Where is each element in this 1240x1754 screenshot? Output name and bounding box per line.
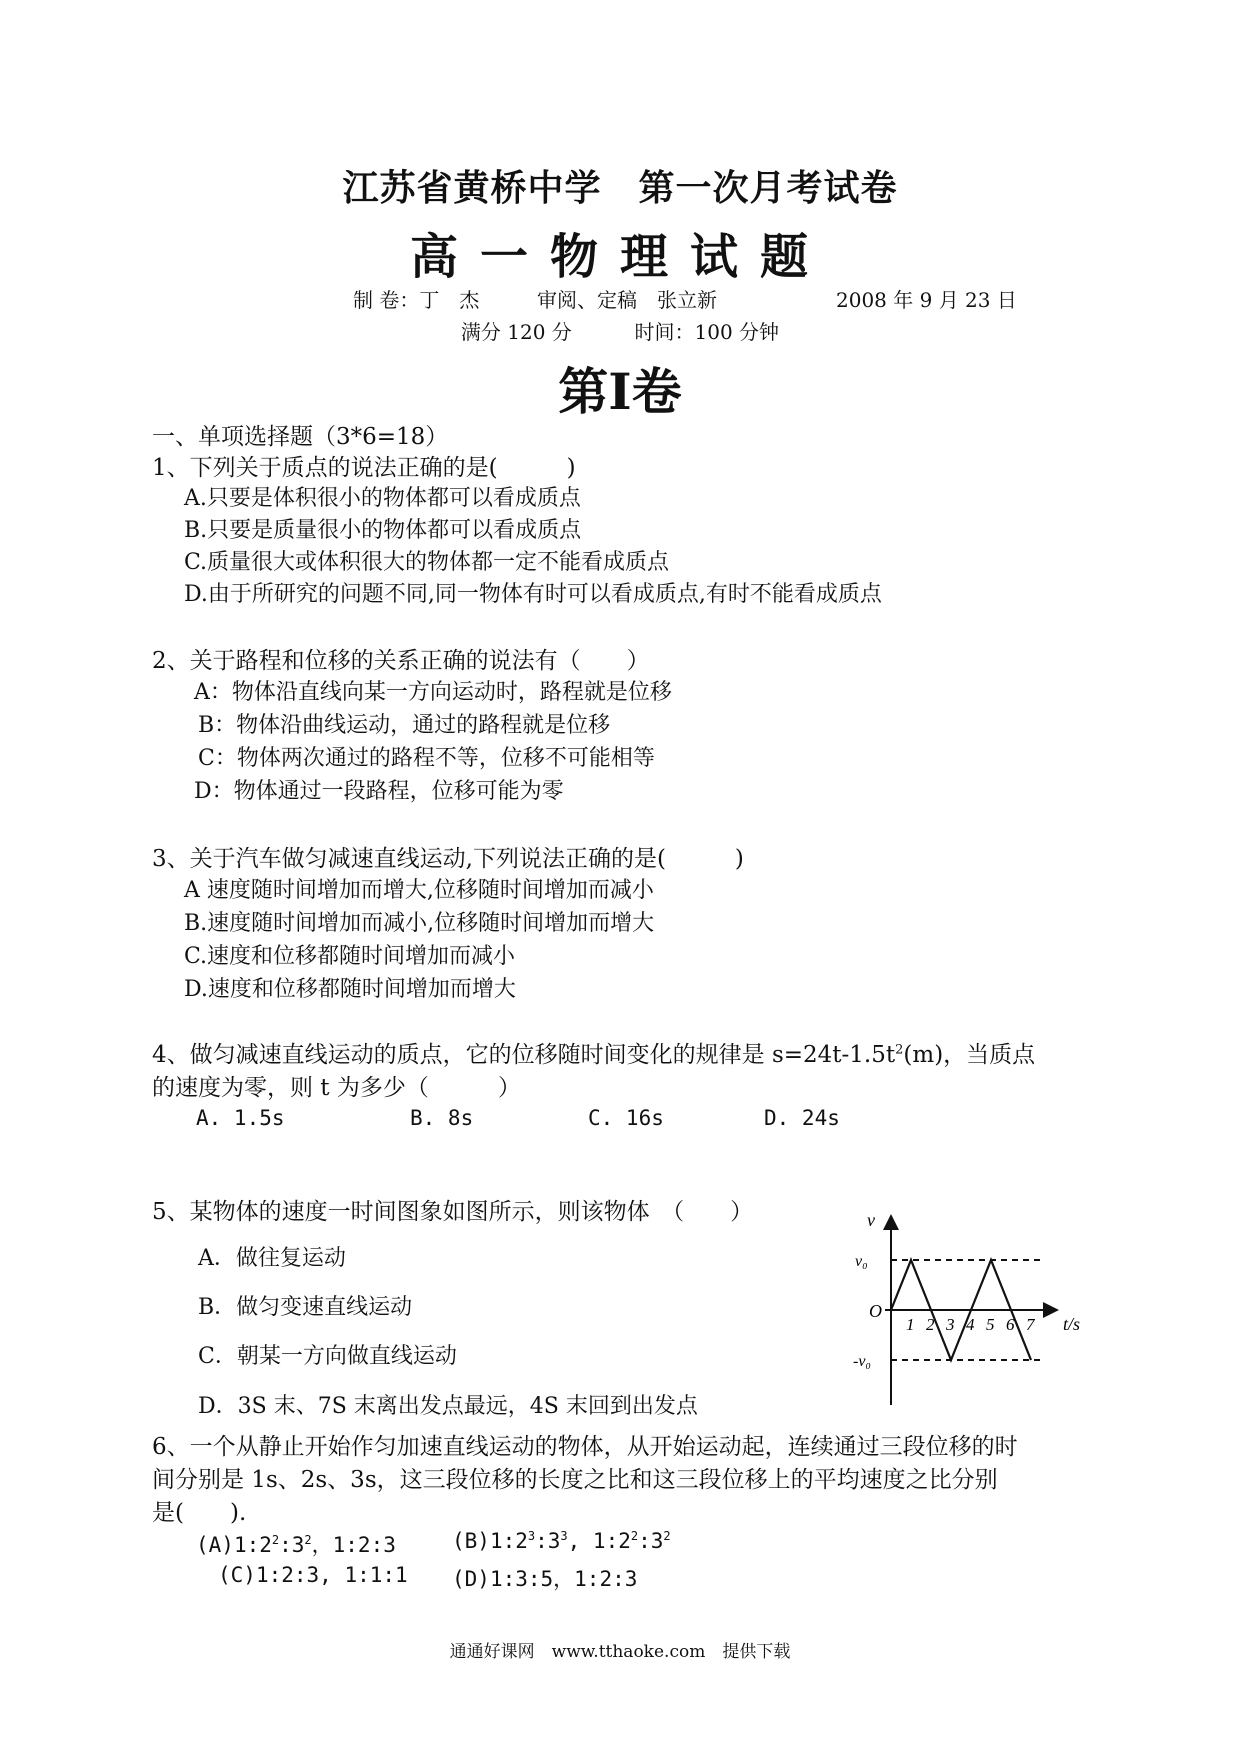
- question-3-stem: 3、关于汽车做匀减速直线运动,下列说法正确的是( ): [152, 846, 744, 872]
- option-a-part: 1:2: [233, 1533, 272, 1557]
- question-2-option-a: A：物体沿直线向某一方向运动时，路程就是位移: [194, 680, 672, 705]
- option-c-label: (C): [218, 1563, 256, 1587]
- question-1-option-c: C.质量很大或体积很大的物体都一定不能看成质点: [184, 550, 670, 575]
- question-4-option-d: D. 24s: [764, 1106, 840, 1130]
- question-5-option-c: C．朝某一方向做直线运动: [198, 1344, 457, 1369]
- question-1-stem: 1、下列关于质点的说法正确的是( ): [152, 455, 576, 481]
- option-b-sup: 3: [527, 1529, 536, 1543]
- question-5-stem: 5、某物体的速度一时间图象如图所示，则该物体 （ ）: [152, 1199, 754, 1225]
- question-3-option-a: A 速度随时间增加而增大,位移随时间增加而减小: [184, 878, 654, 903]
- question-1-option-b: B.只要是质量很小的物体都可以看成质点: [184, 518, 582, 543]
- question-3-option-b: B.速度随时间增加而减小,位移随时间增加而增大: [184, 911, 655, 936]
- score-time-line: [0, 316, 1240, 345]
- y-axis-label: v: [867, 1210, 875, 1230]
- option-c-text: 1:2:3, 1:1:1: [255, 1563, 408, 1587]
- question-1-option-a: A.只要是体积很小的物体都可以看成质点: [184, 486, 581, 511]
- x-tick-label: 2: [926, 1315, 935, 1334]
- footer-text: 通通好课网 www.tthaoke.com 提供下载: [449, 1642, 791, 1662]
- question-4-stem-line2: 的速度为零，则 t 为多少（ ）: [152, 1075, 521, 1101]
- question-5-option-a: A．做往复运动: [198, 1246, 346, 1271]
- question-6-option-c: [218, 1563, 408, 1587]
- option-b-sup: 2: [663, 1529, 671, 1543]
- x-tick-label: 6: [1006, 1315, 1015, 1334]
- part-title: 第Ⅰ卷: [558, 362, 682, 421]
- option-b-part: :3: [535, 1529, 561, 1553]
- origin-label: O: [869, 1301, 882, 1321]
- neg-v0-label: -v₀: [853, 1353, 871, 1370]
- question-2-option-d: D：物体通过一段路程，位移可能为零: [194, 779, 564, 804]
- option-b-part: , 1:2: [567, 1529, 631, 1553]
- question-2-stem: 2、关于路程和位移的关系正确的说法有（ ）: [152, 648, 650, 674]
- question-4-option-b: B. 8s: [410, 1106, 474, 1130]
- question-6-stem-line1: 6、一个从静止开始作匀加速直线运动的物体，从开始运动起，连续通过三段位移的时: [152, 1434, 1018, 1460]
- option-b-label: (B): [452, 1529, 490, 1553]
- v0-label: v₀: [855, 1253, 868, 1270]
- question-3-option-d: D.速度和位移都随时间增加而增大: [184, 977, 516, 1002]
- velocity-time-graph: [855, 1210, 1105, 1415]
- question-4-option-c: C. 16s: [588, 1106, 664, 1130]
- question-6-stem-line3: 是( ).: [152, 1500, 247, 1526]
- x-tick-label: 4: [966, 1315, 975, 1334]
- question-4-exponent: 2: [895, 1042, 904, 1058]
- full-score: 满分 120 分: [460, 320, 572, 344]
- question-4-stem-post: (m)，当质点: [903, 1042, 1036, 1068]
- option-a-part: :3: [279, 1533, 305, 1557]
- subject-title: 高一物理试题: [409, 229, 830, 285]
- option-a-sup: 2: [304, 1533, 312, 1547]
- x-tick-label: 5: [986, 1315, 995, 1334]
- option-a-sup: 2: [271, 1533, 280, 1547]
- time-limit: 时间：100 分钟: [634, 320, 780, 344]
- option-a-part: ，1:2:3: [311, 1533, 396, 1557]
- question-6-stem-line2: 间分别是 1s、2s、3s，这三段位移的长度之比和这三段位移上的平均速度之比分别: [152, 1467, 998, 1493]
- option-b-part: :3: [638, 1529, 664, 1553]
- question-2-option-b: B：物体沿曲线运动，通过的路程就是位移: [198, 713, 611, 738]
- question-5-option-d: D．3S 末、7S 末离出发点最远，4S 末回到出发点: [198, 1394, 698, 1419]
- question-6-option-b: [452, 1529, 671, 1553]
- question-6-option-d: [452, 1563, 637, 1593]
- section-title: 一、单项选择题（3*6=18）: [152, 424, 449, 450]
- question-5-option-b: B．做匀变速直线运动: [198, 1295, 413, 1320]
- option-b-sup: 3: [560, 1529, 568, 1543]
- option-b-part: 1:2: [489, 1529, 528, 1553]
- question-1-option-d: D.由于所研究的问题不同,同一物体有时可以看成质点,有时不能看成质点: [184, 582, 882, 607]
- exam-date: 2008 年 9 月 23 日: [836, 288, 1017, 312]
- option-d-label: (D): [452, 1567, 490, 1591]
- x-tick-label: 3: [946, 1315, 955, 1334]
- x-axis-label: t/s: [1063, 1314, 1081, 1334]
- option-b-sup: 2: [630, 1529, 639, 1543]
- question-4-option-a: A. 1.5s: [196, 1106, 285, 1130]
- question-4-stem: [152, 1036, 1035, 1069]
- question-3-option-c: C.速度和位移都随时间增加而减小: [184, 944, 516, 969]
- option-d-text: 1:3:5，1:2:3: [489, 1567, 638, 1591]
- question-4-stem-pre: 4、做匀减速直线运动的质点，它的位移随时间变化的规律是 s=24t-1.5t: [152, 1042, 896, 1068]
- x-tick-label: 1: [906, 1315, 915, 1334]
- option-a-label: (A): [196, 1533, 234, 1557]
- question-2-option-c: C：物体两次通过的路程不等，位移不可能相等: [198, 746, 655, 771]
- school-title: 江苏省黄桥中学 第一次月考试卷: [342, 167, 898, 209]
- author-label: 制 卷：丁 杰: [353, 288, 480, 312]
- reviewer-label: 审阅、定稿 张立新: [537, 288, 717, 312]
- x-tick-label: 7: [1026, 1315, 1035, 1334]
- question-6-option-a: [196, 1529, 396, 1559]
